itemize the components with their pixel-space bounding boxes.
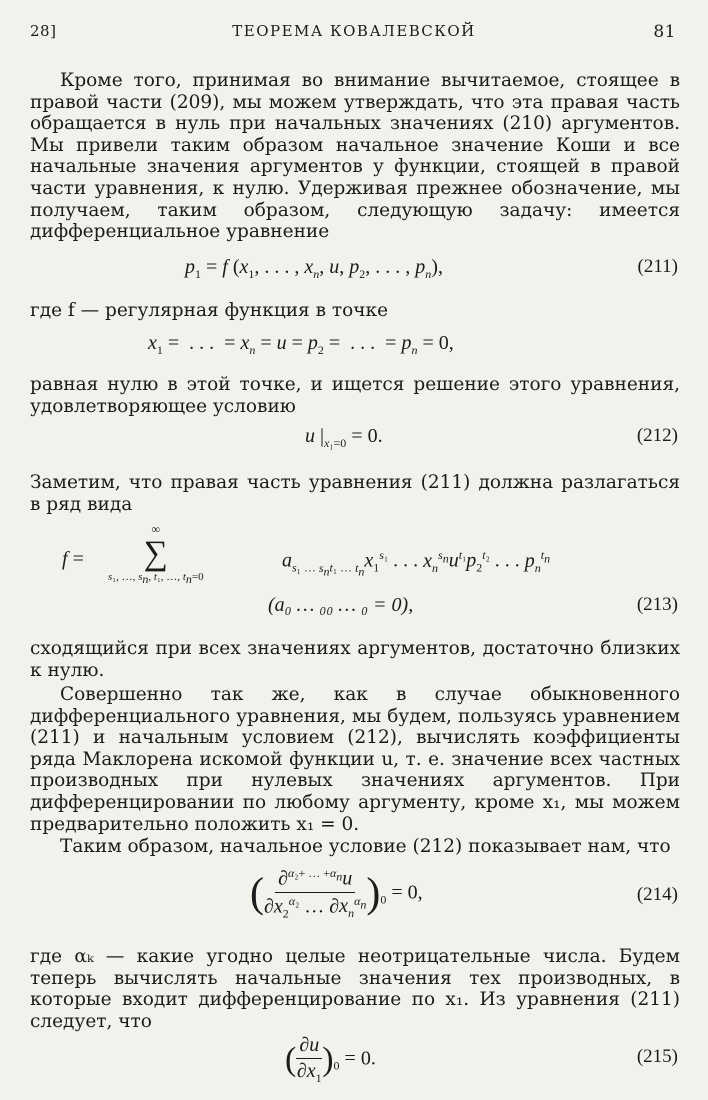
equation-214 [0, 866, 708, 930]
equation-211-body: $p_1 = f$ ($x_1$, . . . , $x_n$, u, $p_2$, . . . , $p_n$), [185, 256, 443, 281]
equation-213-sum: ∞ ∑ s₁, …, $s_n$, t₁, …, $t_n=0$ [108, 522, 204, 587]
paragraph-maclaurin: Совершенно так же, как в случае обыкновенного дифференциального уравнения, мы будем, пользуясь уравнением (211) и начальным условием (212), вычислять коэффициенты ряда Маклорена искомой функции u, т. е. значение всех частных производных при нулевых значениях аргументов. При дифференцировании по любому аргументу, кроме x₁, мы можем предварительно положить x₁ = 0. [30, 684, 680, 835]
paragraph-alpha: где αₖ — какие угодно целые неотрицательные числа. Будем теперь вычислять начальные значения тех производных, в которые входит дифференцирование по x₁. Из уравнения (211) следует, что [30, 946, 680, 1032]
paragraph-intro: Кроме того, принимая во внимание вычитаемое, стоящее в правой части (209), мы можем утверждать, что эта правая часть обращается в нуль при начальных значениях (210) аргументов. Мы привели таким образом начальное значение Коши и все начальные значения аргументов у функции, стоящей в правой части уравнения, к нулю. Удерживая прежнее обозначение, мы получаем, таким образом, следующую задачу: имеется дифференциальное уравнение [30, 70, 680, 243]
paragraph-initial-condition: Таким образом, начальное условие (212) показывает нам, что [60, 836, 671, 857]
equation-211-number: (211) [637, 256, 678, 277]
equation-212-body: u $|_{x_1=0} = 0$. [305, 425, 383, 450]
running-title: ТЕОРЕМА КОВАЛЕВСКОЙ [232, 22, 476, 40]
equation-point [0, 332, 708, 372]
equation-214-number: (214) [636, 884, 678, 905]
section-marker: 28] [30, 22, 57, 40]
equation-212 [0, 425, 708, 465]
equation-213-number: (213) [636, 594, 678, 615]
paragraph-zero-at-point: равная нулю в этой точке, и ищется решение этого уравнения, удовлетворяющее условию [30, 374, 680, 417]
equation-213-condition: (a₀ … ₀₀ … ₀ = 0), [268, 594, 414, 616]
equation-213-lhs: f = [62, 548, 84, 570]
paragraph-f-regular: где f — регулярная функция в точке [30, 300, 389, 321]
equation-215-number: (215) [636, 1046, 678, 1067]
paragraph-converging: сходящийся при всех значениях аргументов, достаточно близких к нулю. [30, 638, 680, 681]
equation-213-condition-row [0, 594, 708, 634]
equation-point-body: $x_1$ = . . . = $x_n = u = p_2$ = . . . = $p_n = 0$, [148, 332, 454, 357]
equation-213-terms: $a_{s_1 \dots s_nt_1 \dots t_n}x_1^{s_1}$ . . . $x_n^{s_n}u^{t_1}p_2^{t_2}$ . . . $p_n^{t_n}$ [282, 548, 551, 579]
equation-212-number: (212) [636, 425, 678, 446]
equation-214-body: ( $\frac{\partial^{\alpha_2+ \dots +\alpha_n}u}{\partial x_2^{\alpha_2} \dots \partial x_n^{\alpha_n}}$ )$_0 = 0$, [250, 866, 423, 921]
equation-211 [0, 256, 708, 296]
page-number: 81 [653, 22, 676, 42]
equation-215 [0, 1034, 708, 1090]
equation-215-body: ( $\frac{\partial u}{\partial x_1}$ )$_0 = 0$. [285, 1034, 376, 1085]
paragraph-series-form: Заметим, что правая часть уравнения (211) должна разлагаться в ряд вида [30, 472, 680, 515]
